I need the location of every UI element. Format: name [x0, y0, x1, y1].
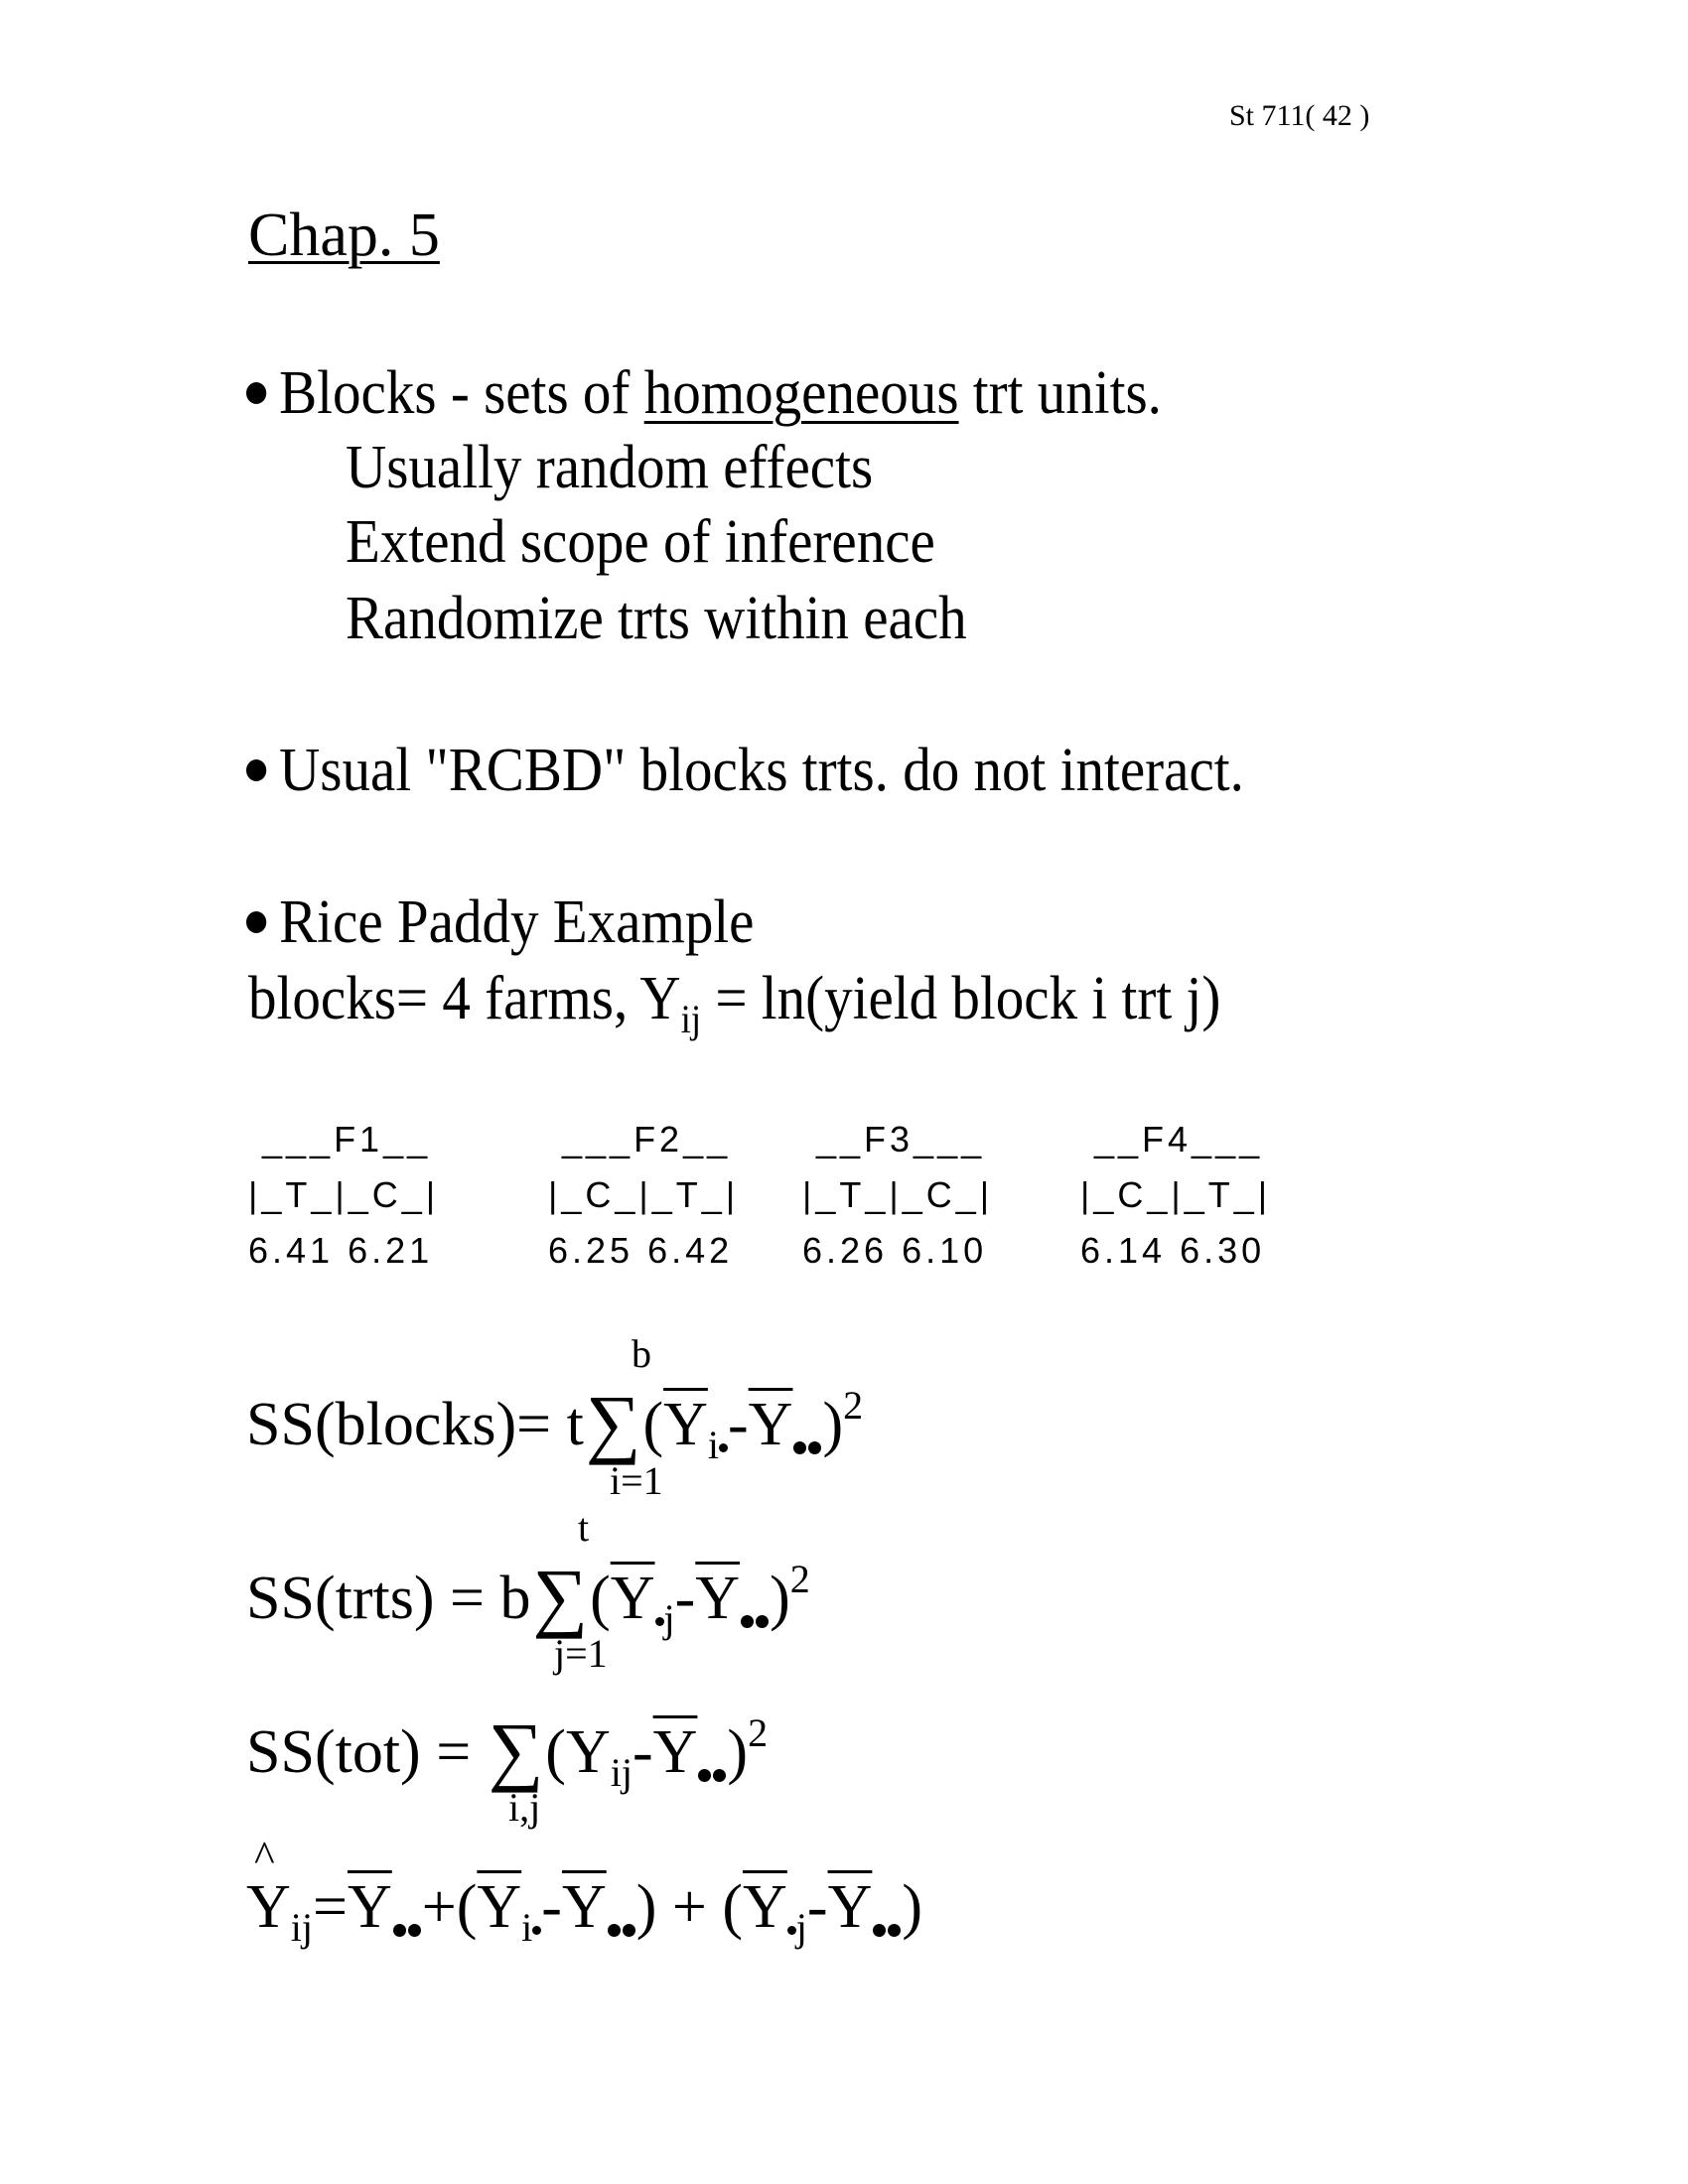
- farm-yields: 6.14 6.30: [1080, 1230, 1266, 1271]
- formula-ss-trts: [246, 1554, 810, 1639]
- paren: (: [722, 1873, 744, 1941]
- subline-scope: Extend scope of inference: [346, 508, 935, 576]
- exponent: 2: [843, 1383, 864, 1428]
- dot-icon: [623, 1924, 635, 1937]
- bullet-text: Blocks - sets of: [279, 359, 644, 427]
- bullet-text-end: trt units.: [958, 359, 1162, 427]
- farm-plot-layout: |_C_|_T_|: [1080, 1174, 1272, 1215]
- bullet-rice-paddy: [246, 888, 755, 956]
- bullet-icon: [246, 382, 266, 404]
- plus: +: [421, 1873, 457, 1941]
- paren: (: [456, 1873, 478, 1941]
- y-bar: $\overline{Y}$: [748, 1391, 793, 1458]
- subscript: j: [795, 1905, 807, 1950]
- subscript-ij: ij: [680, 997, 702, 1041]
- paren: (: [590, 1565, 611, 1632]
- farm-f1: [248, 1119, 440, 1289]
- exponent: 2: [789, 1557, 810, 1601]
- farm-plot-layout: |_T_|_C_|: [248, 1174, 440, 1215]
- y-bar: $\overline{Y}$: [695, 1565, 741, 1632]
- dot-icon: [608, 1924, 621, 1937]
- farm-f4: [1080, 1119, 1272, 1289]
- example-pre: blocks= 4 farms, Y: [248, 965, 681, 1032]
- paren: ): [822, 1391, 844, 1458]
- farm-yields: 6.41 6.21: [248, 1230, 434, 1271]
- sigma-icon: ∑: [488, 1706, 544, 1793]
- farm-yields: 6.25 6.42: [548, 1230, 734, 1271]
- dot-icon: [756, 1615, 769, 1628]
- paren: (: [642, 1391, 664, 1458]
- y-bar: $\overline{Y}$: [652, 1718, 698, 1786]
- underlined-term: homogeneous: [643, 359, 959, 427]
- farm-plot-layout: |_C_|_T_|: [548, 1174, 740, 1215]
- minus: -: [674, 1565, 696, 1632]
- y-hat: Y: [246, 1873, 291, 1941]
- y-bar: $\overline{Y}$: [477, 1873, 522, 1941]
- subscript: ij: [290, 1905, 314, 1950]
- y-bar: $\overline{Y}$: [347, 1873, 392, 1941]
- dot-icon: [793, 1441, 806, 1454]
- sum-upper-limit: t: [578, 1505, 590, 1550]
- minus: -: [728, 1391, 749, 1458]
- subline-randomize: Randomize trts within each: [346, 585, 967, 652]
- formula-ss-tot: [246, 1707, 768, 1793]
- minus: -: [806, 1873, 828, 1941]
- paren: ): [770, 1565, 790, 1632]
- dot-icon: [393, 1924, 406, 1937]
- dot-icon: [408, 1924, 421, 1937]
- plus: +: [671, 1873, 707, 1941]
- bullet-icon: [246, 911, 266, 933]
- subscript: i: [707, 1423, 719, 1467]
- subscript: ij: [610, 1750, 633, 1795]
- sigma-icon: ∑: [585, 1379, 641, 1465]
- paren: ): [902, 1873, 923, 1941]
- farm-label: __F4___: [1080, 1119, 1264, 1160]
- formula-ss-blocks: [246, 1380, 863, 1465]
- bullet-rcbd: [246, 737, 1244, 804]
- formula-fitted-value: [246, 1873, 923, 1950]
- formula-lhs: SS(blocks)= t: [246, 1391, 584, 1458]
- y: Y: [565, 1718, 611, 1786]
- dot-icon: [719, 1443, 728, 1452]
- subline-random-effects: Usually random effects: [346, 434, 874, 501]
- dot-icon: [655, 1617, 664, 1626]
- minus: -: [632, 1718, 653, 1786]
- bullet-blocks: [246, 359, 1162, 427]
- page-number-header: St 711( 42 ): [1229, 99, 1370, 132]
- chapter-title: Chap. 5: [248, 202, 440, 269]
- dot-icon: [888, 1924, 901, 1937]
- minus: -: [541, 1873, 562, 1941]
- farm-yields: 6.26 6.10: [802, 1230, 988, 1271]
- y-bar: $\overline{Y}$: [663, 1391, 708, 1458]
- y-bar: $\overline{Y}$: [827, 1873, 873, 1941]
- sum-lower-limit: i=1: [610, 1458, 663, 1503]
- farm-label: __F3___: [802, 1119, 986, 1160]
- dot-icon: [741, 1615, 754, 1628]
- subscript: j: [663, 1596, 675, 1641]
- hat-accent: ^: [254, 1833, 275, 1881]
- paren: (: [545, 1718, 566, 1786]
- dot-icon: [698, 1769, 711, 1782]
- bullet-icon: [246, 759, 266, 781]
- farm-f2: [548, 1119, 740, 1289]
- farm-plot-layout: |_T_|_C_|: [802, 1174, 994, 1215]
- sigma-icon: ∑: [532, 1553, 589, 1639]
- dot-icon: [532, 1926, 541, 1935]
- exponent: 2: [748, 1710, 769, 1755]
- y-bar: $\overline{Y}$: [561, 1873, 607, 1941]
- dot-icon: [713, 1769, 726, 1782]
- dot-icon: [808, 1441, 821, 1454]
- sum-lower-limit: i,j: [508, 1785, 541, 1830]
- example-post: = ln(yield block i trt j): [701, 965, 1221, 1032]
- paren: ): [635, 1873, 657, 1941]
- formula-lhs: SS(tot) =: [246, 1718, 487, 1786]
- formula-lhs: SS(trts) = b: [246, 1565, 531, 1632]
- dot-icon: [787, 1926, 796, 1935]
- example-definition: [248, 965, 1221, 1041]
- bullet-text: Usual "RCBD" blocks trts. do not interact.: [279, 737, 1244, 804]
- dot-icon: [873, 1924, 886, 1937]
- farm-label: ___F1__: [248, 1119, 432, 1160]
- farm-label: ___F2__: [548, 1119, 732, 1160]
- y-bar: $\overline{Y}$: [743, 1873, 787, 1941]
- subscript: i: [521, 1905, 533, 1950]
- farm-f3: [802, 1119, 994, 1289]
- y-bar: $\overline{Y}$: [610, 1565, 655, 1632]
- sum-upper-limit: b: [632, 1331, 651, 1376]
- equals: =: [313, 1873, 348, 1941]
- paren: ): [727, 1718, 749, 1786]
- bullet-text: Rice Paddy Example: [279, 888, 755, 956]
- sum-lower-limit: j=1: [554, 1631, 608, 1676]
